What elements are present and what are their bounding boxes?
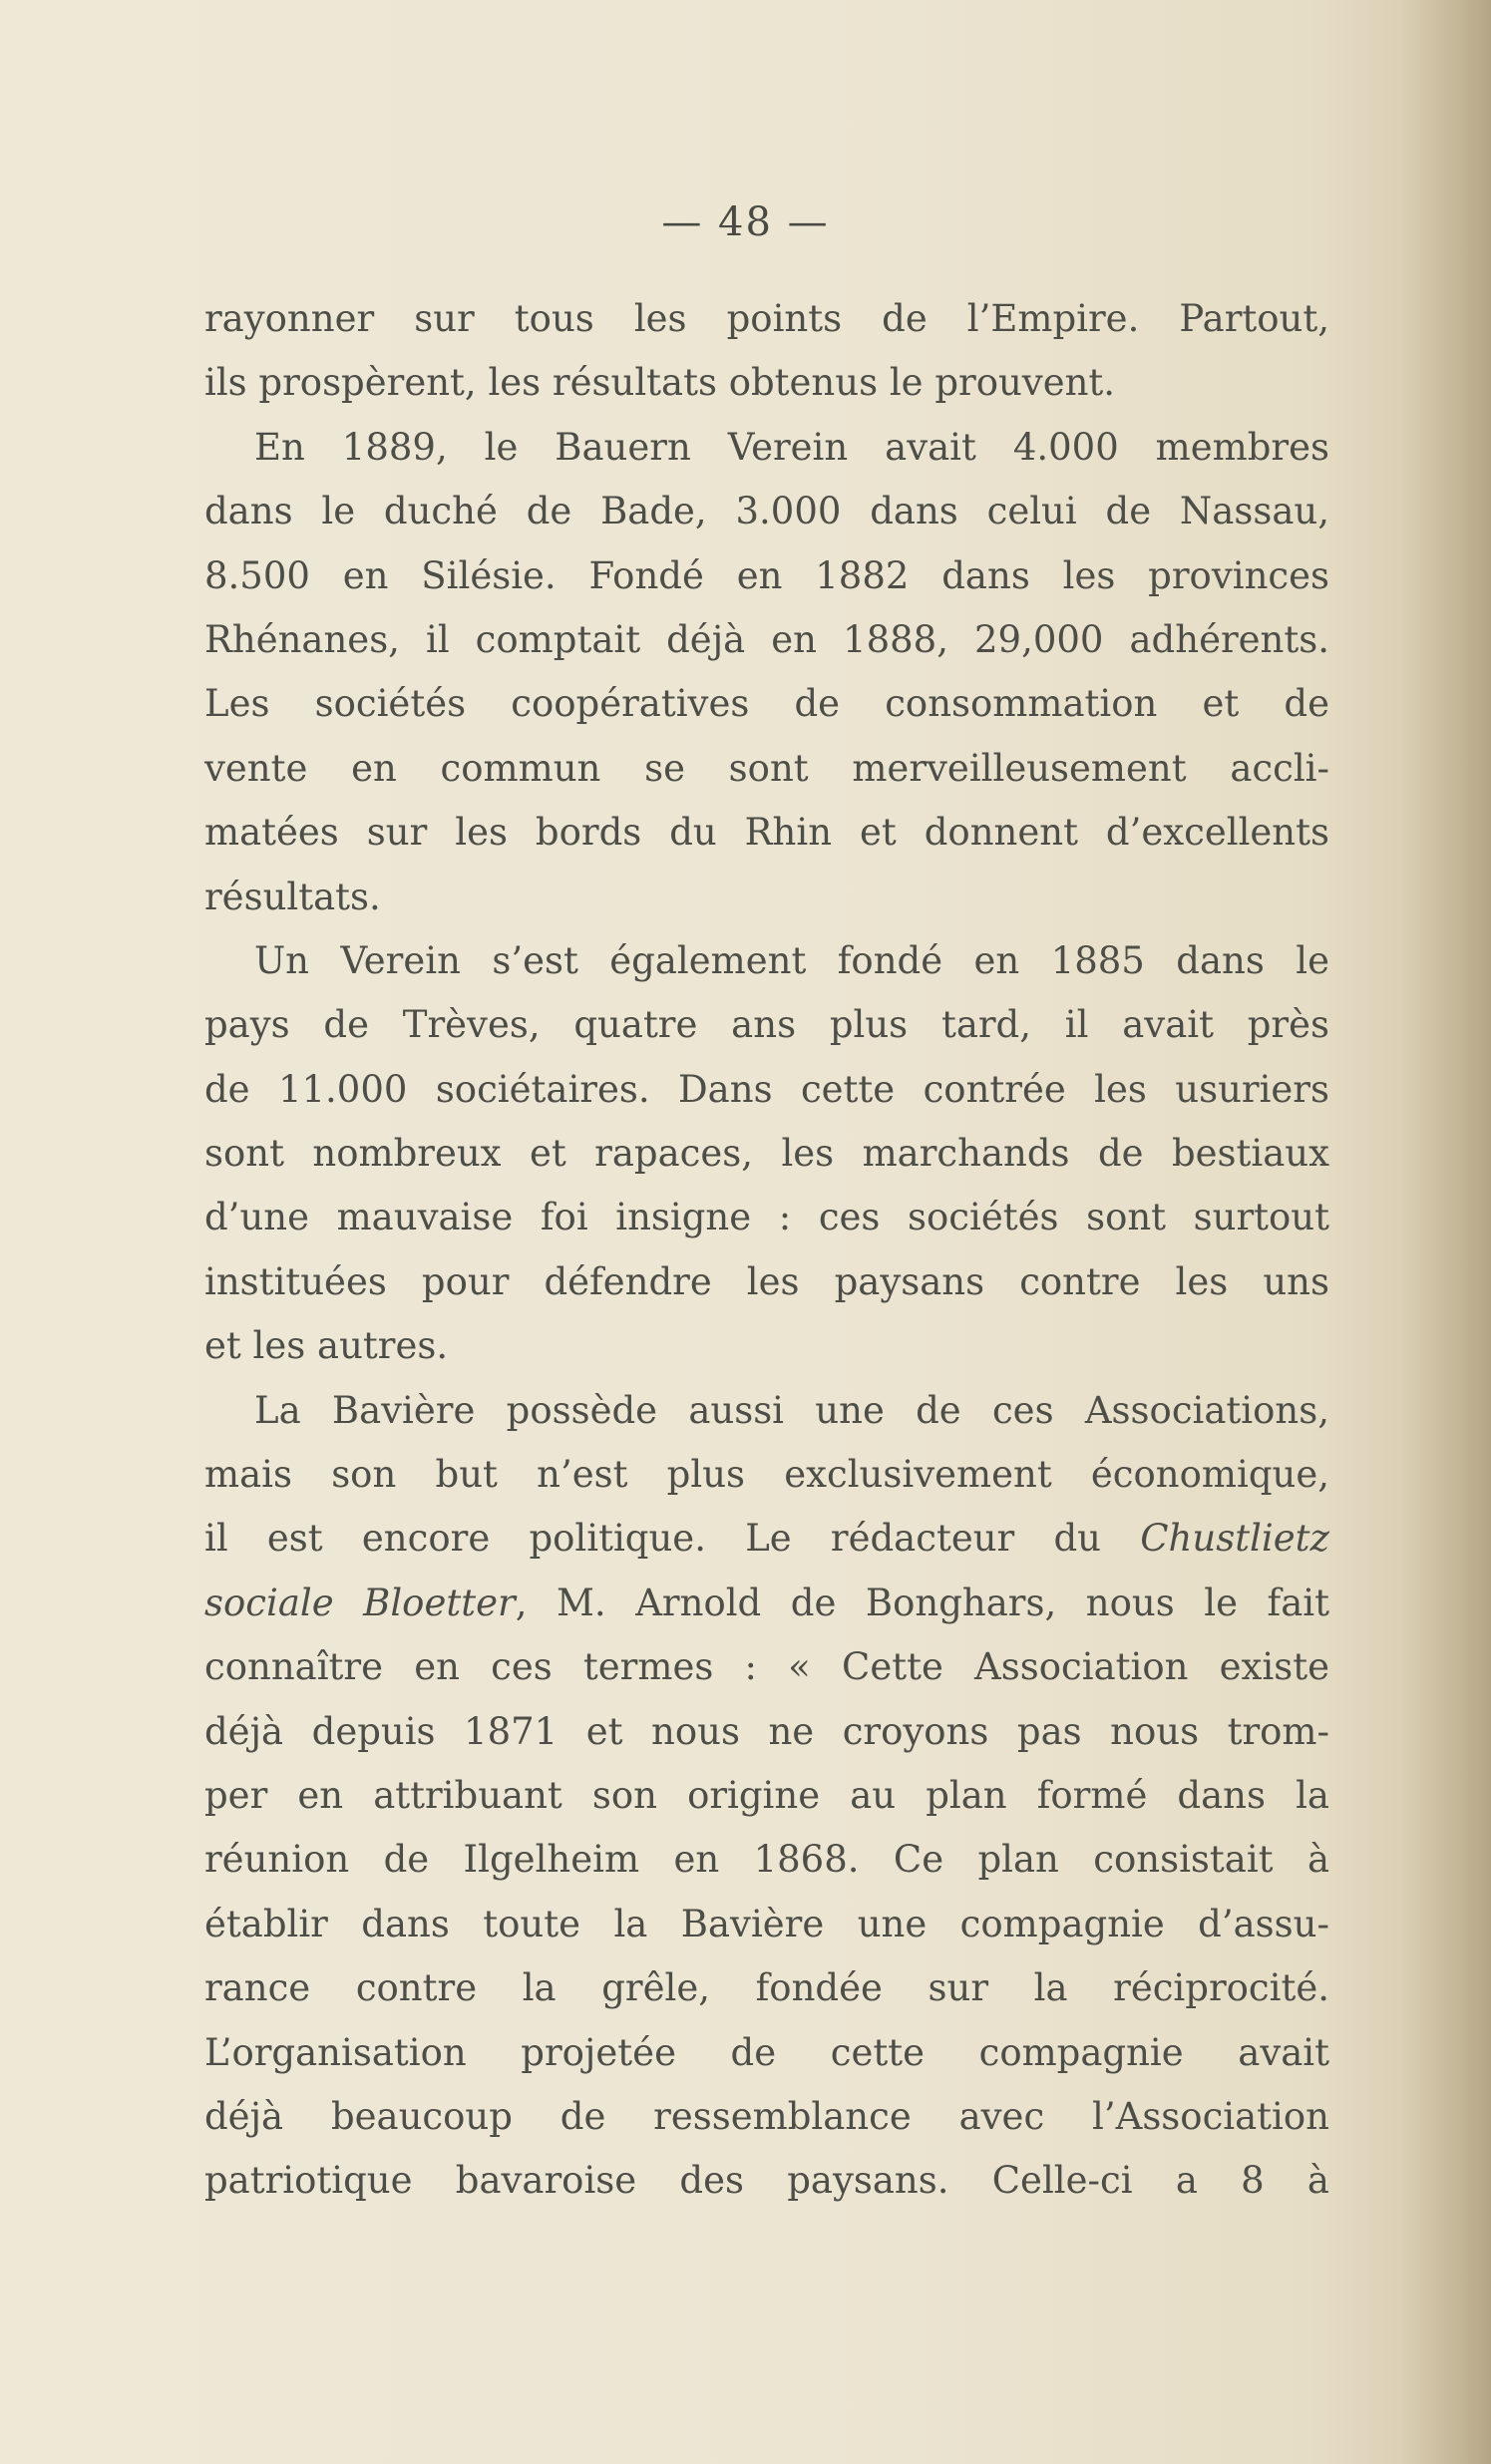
- text-line: vente en commun se sont merveilleusement accli-: [204, 746, 1329, 790]
- text-line: déjà beaucoup de ressemblance avec l’Association: [204, 2094, 1329, 2138]
- italic-title: Chustlietz: [1140, 1517, 1329, 1561]
- page-number: — 48 —: [661, 199, 830, 245]
- text-line: 8.500 en Silésie. Fondé en 1882 dans les provinces: [204, 553, 1329, 597]
- text-line: instituées pour défendre les paysans contre les uns: [204, 1259, 1329, 1303]
- text-line: de 11.000 sociétaires. Dans cette contrée les usuriers: [204, 1067, 1329, 1111]
- text-line: Un Verein s’est également fondé en 1885 dans le: [254, 938, 1329, 982]
- text-line: mais son but n’est plus exclusivement économique,: [204, 1453, 1329, 1497]
- text-line: [204, 1507, 1329, 1571]
- text-line: établir dans toute la Bavière une compagnie d’assu-: [204, 1902, 1329, 1945]
- text-line: d’une mauvaise foi insigne : ces sociétés sont surtout: [204, 1196, 1329, 1239]
- text-line: réunion de Ilgelheim en 1868. Ce plan consistait à: [204, 1838, 1329, 1882]
- page-edge-shadow: [1401, 0, 1491, 2464]
- text-line: matées sur les bords du Rhin et donnent d’excellents: [204, 811, 1329, 855]
- text-line: [204, 1572, 1329, 1635]
- text-line: rayonner sur tous les points de l’Empire. Partout,: [204, 297, 1329, 340]
- italic-title: sociale Bloetter: [204, 1581, 516, 1624]
- body-text: [204, 287, 1329, 2214]
- text-line: patriotique bavaroise des paysans. Celle-ci a 8 à: [204, 2159, 1329, 2203]
- text-line: dans le duché de Bade, 3.000 dans celui de Nassau,: [204, 490, 1329, 533]
- text-line: ils prospèrent, les résultats obtenus le prouvent.: [204, 361, 1116, 405]
- line-text: , M. Arnold de Bonghars, nous le fait: [515, 1581, 1329, 1624]
- text-line: per en attribuant son origine au plan formé dans la: [204, 1773, 1329, 1817]
- text-line: connaître en ces termes : « Cette Association existe: [204, 1645, 1329, 1689]
- text-line: En 1889, le Bauern Verein avait 4.000 membres: [254, 425, 1329, 469]
- text-line: La Bavière possède aussi une de ces Associations,: [254, 1388, 1329, 1432]
- text-line: déjà depuis 1871 et nous ne croyons pas nous trom-: [204, 1709, 1329, 1753]
- text-line: Les sociétés coopératives de consommation et de: [204, 682, 1329, 726]
- text-line: L’organisation projetée de cette compagnie avait: [204, 2030, 1329, 2074]
- text-line: pays de Trèves, quatre ans plus tard, il avait près: [204, 1003, 1329, 1047]
- text-line: Rhénanes, il comptait déjà en 1888, 29,000 adhérents.: [204, 617, 1329, 661]
- line-text: il est encore politique. Le rédacteur du: [204, 1517, 1141, 1561]
- text-line: rance contre la grêle, fondée sur la réciprocité.: [204, 1966, 1329, 2010]
- text-line: et les autres.: [204, 1324, 449, 1368]
- text-line: résultats.: [204, 875, 381, 918]
- text-line: sont nombreux et rapaces, les marchands de bestiaux: [204, 1132, 1329, 1176]
